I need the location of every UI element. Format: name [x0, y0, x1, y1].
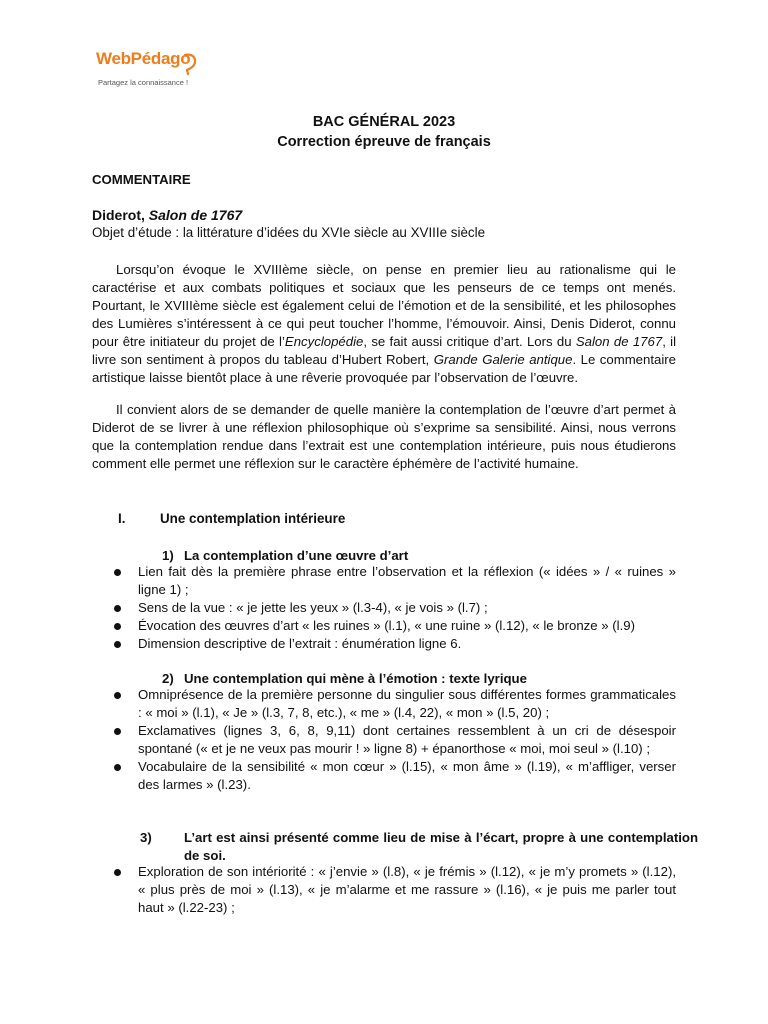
subpart-3-heading: 3) L’art est ainsi présenté comme lieu de mise à l’écart, propre à une contemplation de soi.: [140, 830, 698, 863]
bullet-dot-icon: [114, 569, 121, 576]
subpart-1-bullets: [92, 563, 676, 653]
intro-paragraph-1: Lorsqu’on évoque le XVIIIème siècle, on pense en premier lieu au rationalisme qui le caractérise et aux combats politiques et sociaux que les penseurs de ce temps ont menés. Pourtant, le XVIIIème siècle est également celui de l’émotion et de la sensibilité, et les philosophes des Lumières s’intéressent à ce qui peut toucher l’homme, l’émouvoir. Ainsi, Denis Diderot, connu pour être initiateur du projet de l’Encyclopédie, se fait aussi critique d’art. Lors du Salon de 1767, il livre son sentiment à propos du tableau d’Hubert Robert, Grande Galerie antique. Le commentaire artistique laisse bientôt place à une rêverie provoquée par l’observation de l’œuvre.: [92, 262, 677, 385]
list-item: Vocabulaire de la sensibilité « mon cœur » (l.15), « mon âme » (l.19), « m’affliger, verser des larmes » (l.23).: [92, 758, 676, 794]
list-item: Sens de la vue : « je jette les yeux » (l.3-4), « je vois » (l.7) ;: [92, 599, 676, 617]
logo-brand: WebPédago: [96, 49, 191, 68]
part-1-heading: I. Une contemplation intérieure: [118, 511, 346, 526]
subpart-1-heading: 1) La contemplation d’une œuvre d’art: [162, 548, 409, 563]
section-label: COMMENTAIRE: [92, 172, 191, 187]
bullet-dot-icon: [114, 605, 121, 612]
exam-title: BAC GÉNÉRAL 2023: [312, 114, 456, 130]
subpart-2-bullets: [92, 686, 676, 794]
bullet-dot-icon: [114, 692, 121, 699]
list-item: Dimension descriptive de l’extrait : énumération ligne 6.: [92, 635, 676, 653]
subpart-3-bullets: [92, 863, 676, 917]
bullet-dot-icon: [114, 623, 121, 630]
bullet-dot-icon: [114, 869, 121, 876]
webpedago-logo: [94, 50, 204, 92]
exam-subtitle: Correction épreuve de français: [277, 134, 491, 150]
list-item: Lien fait dès la première phrase entre l’observation et la réflexion (« idées » / « ruines » ligne 1) ;: [92, 563, 676, 599]
speech-bubble-swirl-icon: [182, 52, 198, 76]
subject-heading: [92, 206, 242, 224]
bullet-dot-icon: [114, 764, 121, 771]
list-item: Exploration de son intériorité : « j’envie » (l.8), « je frémis » (l.12), « je m’y promets » (l.12), « plus près de moi » (l.13), « je m’alarme et me rassure » (l.16), « je puis me parler tout haut » (l.22-23) ;: [92, 863, 676, 917]
logo-tagline: Partagez la connaissance !: [98, 78, 189, 87]
work-title: Salon de 1767: [148, 207, 243, 223]
list-item: Exclamatives (lignes 3, 6, 8, 9,11) dont certaines ressemblent à un cri de désespoir spontané (« et je ne veux pas mourir ! » ligne 8) + épanorthose « moi, moi seul » (l.10) ;: [92, 722, 676, 758]
author: Diderot,: [92, 207, 149, 223]
list-item: Évocation des œuvres d’art « les ruines » (l.1), « une ruine » (l.12), « le bronze » (l.9): [92, 617, 676, 635]
bullet-dot-icon: [114, 641, 121, 648]
study-object: Objet d’étude : la littérature d’idées du XVIe siècle au XVIIIe siècle: [92, 225, 486, 240]
intro-paragraph-2: Il convient alors de se demander de quelle manière la contemplation de l’œuvre d’art permet à Diderot de se livrer à une réflexion philosophique où s’exprime sa sensibilité. Ainsi, nous verrons que la contemplation rendue dans l’extrait est une contemplation intérieure, puis nous étudierons comment elle permet une réflexion sur le caractère éphémère de l’activité humaine.: [92, 402, 676, 471]
subpart-2-heading: 2) Une contemplation qui mène à l’émotion : texte lyrique: [162, 671, 527, 686]
bullet-dot-icon: [114, 728, 121, 735]
list-item: Omniprésence de la première personne du singulier sous différentes formes grammaticales : « moi » (l.1), « Je » (l.3, 7, 8, etc.), « me » (l.4, 22), « mon » (l.5, 20) ;: [92, 686, 676, 722]
